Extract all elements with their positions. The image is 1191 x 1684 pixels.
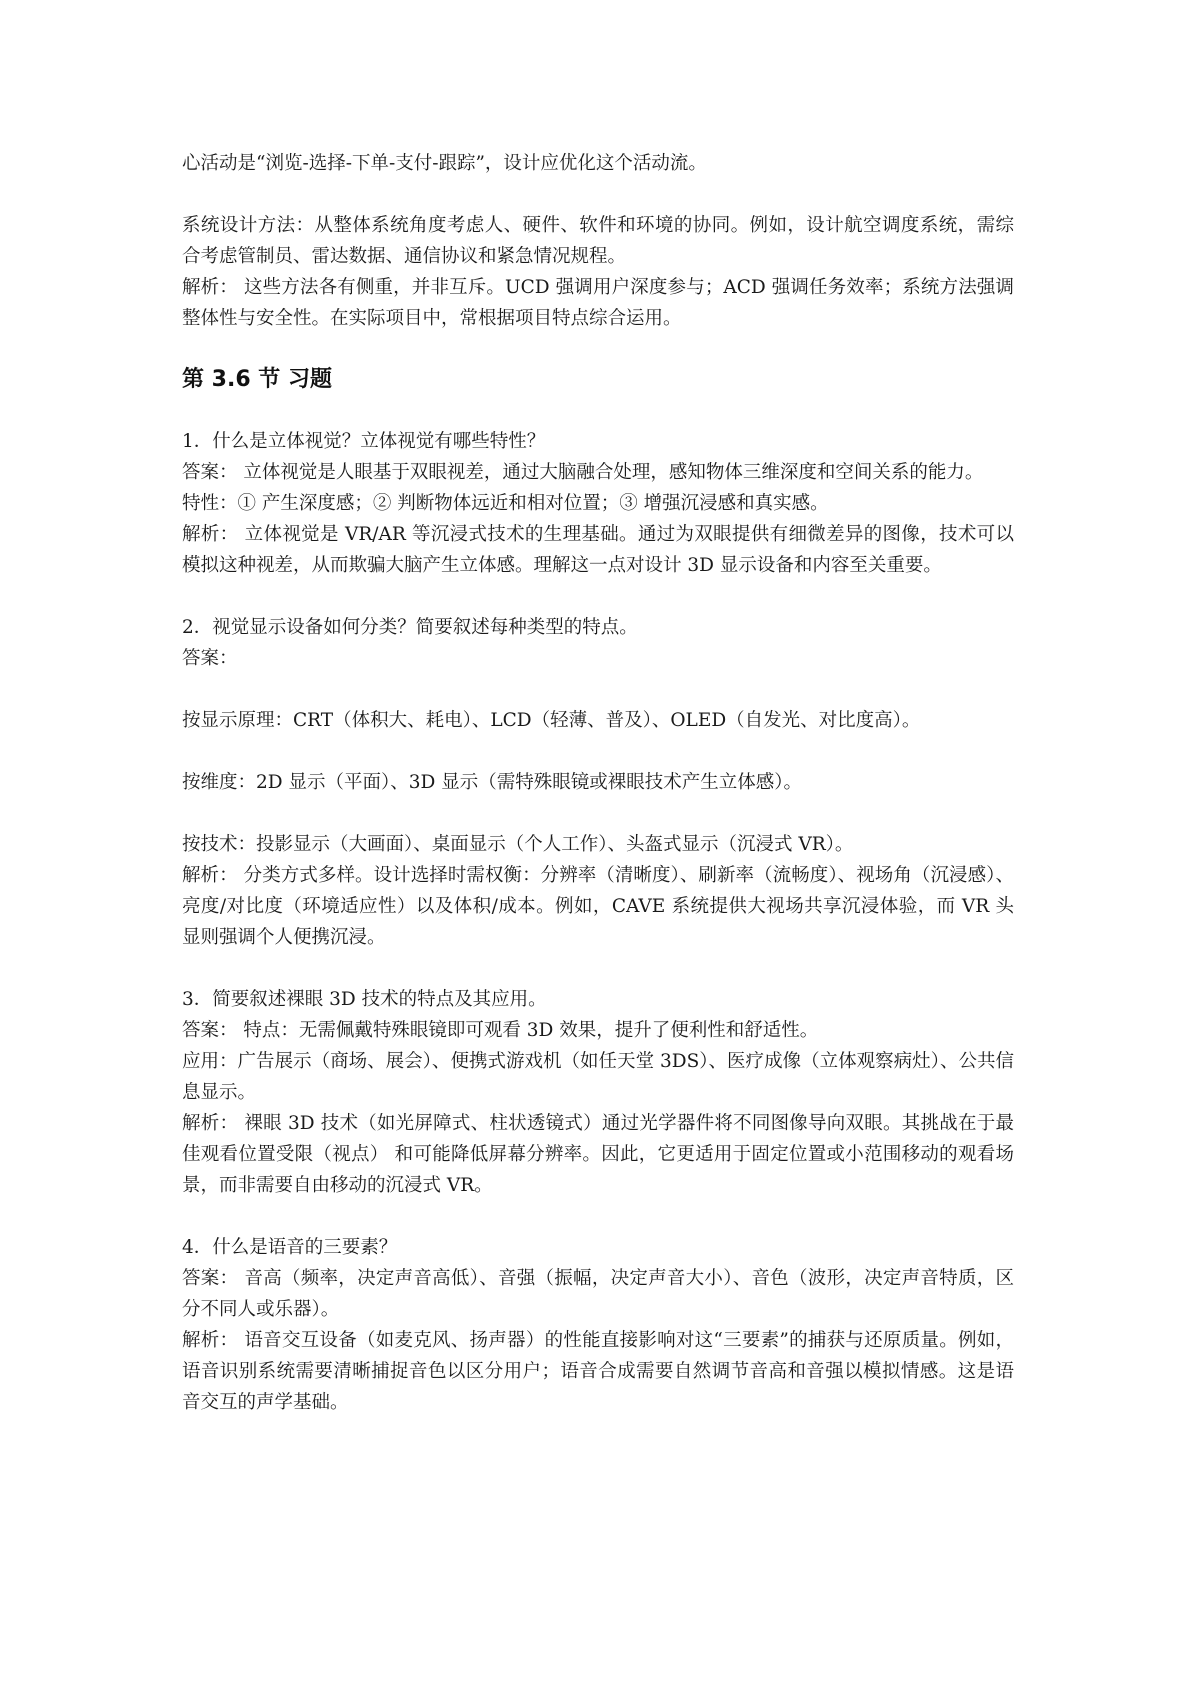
spacer <box>182 953 1014 984</box>
intro-analysis-paragraph: 解析： 这些方法各有侧重，并非互斥。UCD 强调用户深度参与；ACD 强调任务效率；系统方法强调整体性与安全性。在实际项目中，常根据项目特点综合运用。 <box>182 277 1014 329</box>
spacer <box>182 581 1014 612</box>
q1-features: 特性：① 产生深度感；② 判断物体远近和相对位置；③ 增强沉浸感和真实感。 <box>182 493 829 514</box>
q4-analysis: 解析： 语音交互设备（如麦克风、扬声器）的性能直接影响对这“三要素”的捕获与还原质量。例如，语音识别系统需要清晰捕捉音色以区分用户；语音合成需要自然调节音高和音强以模拟情感。这是语音交互的声学基础。 <box>182 1330 1014 1413</box>
q2-by-dimension: 按维度：2D 显示（平面）、3D 显示（需特殊眼镜或裸眼技术产生立体感）。 <box>182 772 802 793</box>
system-method-paragraph: 系统设计方法：从整体系统角度考虑人、硬件、软件和环境的协同。例如，设计航空调度系统，需综合考虑管制员、雷达数据、通信协议和紧急情况规程。 <box>182 215 1014 267</box>
document-page <box>182 148 1014 1418</box>
section-heading: 第 3.6 节 习题 <box>182 367 332 392</box>
intro-line: 心活动是“浏览-选择-下单-支付-跟踪”，设计应优化这个活动流。 <box>182 153 707 174</box>
q3-question: 3．简要叙述裸眼 3D 技术的特点及其应用。 <box>182 989 547 1010</box>
q3-applications: 应用：广告展示（商场、展会）、便携式游戏机（如任天堂 3DS）、医疗成像（立体观察病灶）、公共信息显示。 <box>182 1051 1014 1103</box>
q2-by-principle: 按显示原理：CRT（体积大、耗电）、LCD（轻薄、普及）、OLED（自发光、对比度高）。 <box>182 710 921 731</box>
q4-question: 4．什么是语音的三要素？ <box>182 1237 398 1258</box>
spacer <box>182 798 1014 829</box>
q2-answer-label: 答案： <box>182 648 238 669</box>
q2-analysis: 解析： 分类方式多样。设计选择时需权衡：分辨率（清晰度）、刷新率（流畅度）、视场角（沉浸感）、亮度/对比度（环境适应性）以及体积/成本。例如，CAVE 系统提供大视场共享沉浸体验，而 VR 头显则强调个人便携沉浸。 <box>182 865 1014 948</box>
spacer <box>182 674 1014 705</box>
spacer <box>182 395 1014 426</box>
spacer <box>182 334 1014 365</box>
q4-answer: 答案： 音高（频率，决定声音高低）、音强（振幅，决定声音大小）、音色（波形，决定声音特质，区分不同人或乐器）。 <box>182 1268 1014 1320</box>
q3-analysis: 解析： 裸眼 3D 技术（如光屏障式、柱状透镜式）通过光学器件将不同图像导向双眼。其挑战在于最佳观看位置受限（视点） 和可能降低屏幕分辨率。因此，它更适用于固定位置或小范围移动的观看场景，而非需要自由移动的沉浸式 VR。 <box>182 1113 1014 1196</box>
spacer <box>182 179 1014 210</box>
q2-question: 2．视觉显示设备如何分类？简要叙述每种类型的特点。 <box>182 617 638 638</box>
q1-answer: 答案： 立体视觉是人眼基于双眼视差，通过大脑融合处理，感知物体三维深度和空间关系的能力。 <box>182 462 984 483</box>
q1-analysis: 解析： 立体视觉是 VR/AR 等沉浸式技术的生理基础。通过为双眼提供有细微差异的图像，技术可以模拟这种视差，从而欺骗大脑产生立体感。理解这一点对设计 3D 显示设备和内容至关重要。 <box>182 524 1014 576</box>
q1-question: 1．什么是立体视觉？立体视觉有哪些特性？ <box>182 431 546 452</box>
spacer <box>182 736 1014 767</box>
q3-answer: 答案： 特点：无需佩戴特殊眼镜即可观看 3D 效果，提升了便利性和舒适性。 <box>182 1020 819 1041</box>
q2-by-technology: 按技术：投影显示（大画面）、桌面显示（个人工作）、头盔式显示（沉浸式 VR）。 <box>182 834 854 855</box>
spacer <box>182 1201 1014 1232</box>
